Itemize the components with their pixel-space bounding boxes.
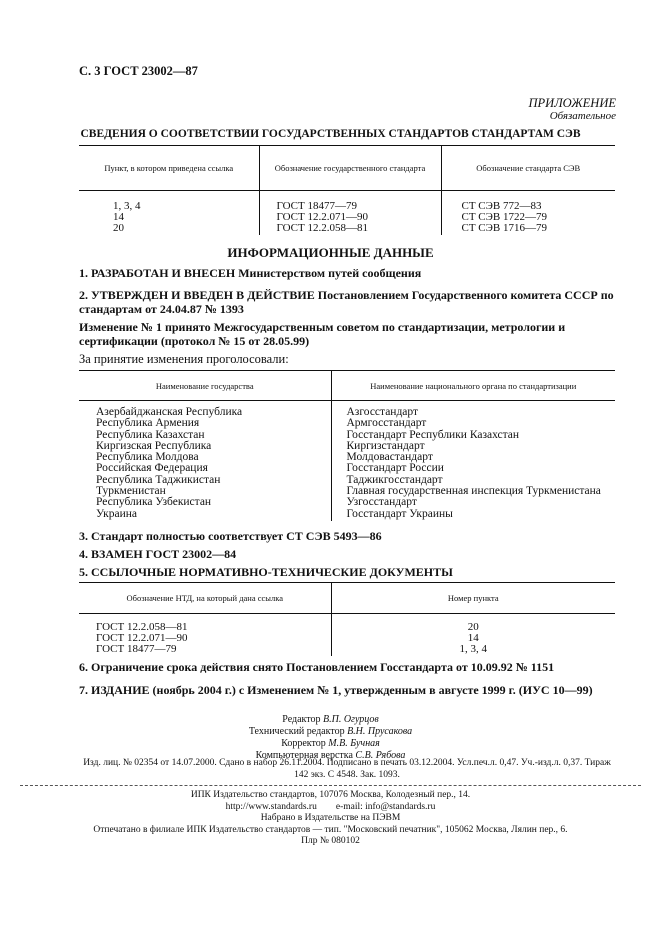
states-table xyxy=(79,370,615,521)
info-item-1 xyxy=(79,266,421,281)
info-item-6: 6. Ограничение срока действия снято Постановлением Госстандарта от 10.09.92 № 1151 xyxy=(79,660,555,674)
standards-body: Госстандарт Украины xyxy=(346,507,453,520)
cell-line: ГОСТ 12.2.058—81 xyxy=(276,222,368,234)
standards-body: Госстандарт России xyxy=(346,462,444,475)
state-name: Киргизская Республика xyxy=(96,439,212,452)
cmea-table xyxy=(79,145,615,235)
standards-body: Узгосстандарт xyxy=(346,496,417,509)
state-name: Российская Федерация xyxy=(96,462,208,475)
info-title: ИНФОРМАЦИОННЫЕ ДАННЫЕ xyxy=(227,245,434,260)
cell-line: ГОСТ 18477—79 xyxy=(276,200,357,212)
item-text: Министерством путей сообщения xyxy=(235,266,422,280)
page-header: С. 3 ГОСТ 23002—87 xyxy=(79,64,198,78)
table-row xyxy=(79,614,615,657)
cell-line: ГОСТ 12.2.071—90 xyxy=(276,211,368,223)
column-header: Номер пункта xyxy=(331,583,615,614)
state-name: Республика Армения xyxy=(96,417,200,430)
publisher-line: Набрано в Издательстве на ПЭВМ xyxy=(260,813,401,823)
cell-line: ГОСТ 12.2.058—81 xyxy=(96,621,188,633)
cell-line: СТ СЭВ 1722—79 xyxy=(461,211,547,223)
cell-line: 20 xyxy=(113,222,124,234)
column-header: Обозначение государственного стандарта xyxy=(259,146,441,191)
item-text: Постановлением Государственного комитета СССР по стандартам от 24.04.87 № 1393 xyxy=(79,288,614,316)
cell-line: СТ СЭВ 1716—79 xyxy=(461,222,547,234)
standards-body: Азгосстандарт xyxy=(346,406,419,418)
table-header-row xyxy=(79,371,615,401)
item-heading: 1. РАЗРАБОТАН И ВНЕСЕН xyxy=(79,266,236,280)
cell-line: СТ СЭВ 772—83 xyxy=(461,200,542,212)
standards-body: Главная государственная инспекция Туркменистана xyxy=(346,485,601,498)
item-heading: 2. УТВЕРЖДЕН И ВВЕДЕН В ДЕЙСТВИЕ xyxy=(79,288,315,302)
imprint-line: Изд. лиц. № 02354 от 14.07.2000. Сдано в набор 26.11.2004. Подписано в печать 03.12.2004. Усл.печ.л. 0,47. Уч.-изд.л. 0,37. Тираж 142 экз. С 4548. Зак. 1093. xyxy=(83,758,611,780)
info-item-3: 3. Стандарт полностью соответствует СТ СЭВ 5493—86 xyxy=(79,529,382,543)
credit-role: Технический редактор xyxy=(248,726,348,737)
cell-line: 14 xyxy=(467,632,479,644)
credit-role: Компьютерная верстка xyxy=(255,750,356,761)
column-header: Обозначение стандарта СЭВ xyxy=(441,146,615,191)
column-header: Наименование государства xyxy=(79,371,331,401)
info-item-5: 5. ССЫЛОЧНЫЕ НОРМАТИВНО-ТЕХНИЧЕСКИЕ ДОКУМЕНТЫ xyxy=(79,565,453,579)
column-header: Обозначение НТД, на который дана ссылка xyxy=(79,583,331,614)
table-cell xyxy=(79,401,331,521)
refs-table xyxy=(79,582,615,656)
table-cell xyxy=(441,191,615,236)
divider xyxy=(20,785,641,786)
standards-body: Армгосстандарт xyxy=(346,417,427,430)
credit-name: В.П. Огурцов xyxy=(323,714,379,725)
cell-line: 1, 3, 4 xyxy=(113,200,141,212)
table-cell xyxy=(79,614,331,657)
table-cell xyxy=(331,401,615,521)
info-item-4: 4. ВЗАМЕН ГОСТ 23002—84 xyxy=(79,547,237,561)
credit-name: С.В. Рябова xyxy=(355,750,406,761)
state-name: Республика Молдова xyxy=(96,451,199,464)
credit-role: Редактор xyxy=(282,714,323,725)
credit-line xyxy=(0,714,661,726)
standards-body: Госстандарт Республики Казахстан xyxy=(346,428,520,441)
standards-body: Киргизстандарт xyxy=(346,439,425,452)
table-cell xyxy=(331,614,615,657)
credit-role: Корректор xyxy=(281,738,329,749)
appendix-title: ПРИЛОЖЕНИЕ xyxy=(528,96,616,110)
cell-line: ГОСТ 12.2.071—90 xyxy=(96,632,188,644)
credit-name: В.Н. Прусакова xyxy=(347,726,413,737)
table-row xyxy=(79,401,615,521)
publisher-line: ИПК Издательство стандартов, 107076 Москва, Колодезный пер., 14. xyxy=(190,790,471,800)
cmea-table-title: СВЕДЕНИЯ О СООТВЕТСТВИИ ГОСУДАРСТВЕННЫХ СТАНДАРТОВ СТАНДАРТАМ СЭВ xyxy=(80,128,581,140)
state-name: Республика Казахстан xyxy=(96,428,205,441)
credits xyxy=(0,714,661,762)
publisher-line: http://www.standards.ru e-mail: info@standards.ru xyxy=(225,801,436,812)
publisher-block xyxy=(0,790,661,848)
cell-line: 1, 3, 4 xyxy=(459,643,487,655)
table-cell xyxy=(259,191,441,236)
credit-name: М.В. Бучная xyxy=(328,738,380,749)
column-header: Пункт, в котором приведена ссылка xyxy=(79,146,259,191)
state-name: Азербайджанская Республика xyxy=(96,406,243,418)
state-name: Туркменистан xyxy=(96,485,166,498)
info-item-7: 7. ИЗДАНИЕ (ноябрь 2004 г.) с Изменением № 1, утвержденным в августе 1999 г. (ИУС 10—99) xyxy=(79,683,593,697)
amendment-note: Изменение № 1 принято Межгосударственным советом по стандартизации, метрологии и сертификации (протокол № 15 от 28.05.99) xyxy=(79,320,566,348)
publisher-line: Плр № 080102 xyxy=(301,836,360,846)
cell-line: 14 xyxy=(113,211,124,223)
table-row xyxy=(79,191,615,236)
cell-line: ГОСТ 18477—79 xyxy=(96,643,177,655)
state-name: Республика Таджикистан xyxy=(96,473,221,486)
voted-label: За принятие изменения проголосовали: xyxy=(79,352,289,366)
publisher-line: Отпечатано в филиале ИПК Издательство стандартов — тип. "Московский печатник", 105062 Москва, Лялин пер., 6. xyxy=(93,824,568,835)
state-name: Украина xyxy=(96,507,137,520)
table-header-row xyxy=(79,583,615,614)
cell-line: 20 xyxy=(467,621,479,633)
info-item-2 xyxy=(79,288,619,316)
standards-body: Молдовастандарт xyxy=(346,451,433,464)
table-cell xyxy=(79,191,259,236)
table-header-row xyxy=(79,146,615,191)
appendix-subtitle: Обязательное xyxy=(549,110,616,122)
standards-body: Таджикгосстандарт xyxy=(346,473,443,486)
state-name: Республика Узбекистан xyxy=(96,496,212,509)
credit-line xyxy=(0,726,661,738)
column-header: Наименование национального органа по стандартизации xyxy=(331,371,615,401)
credit-line xyxy=(0,738,661,750)
